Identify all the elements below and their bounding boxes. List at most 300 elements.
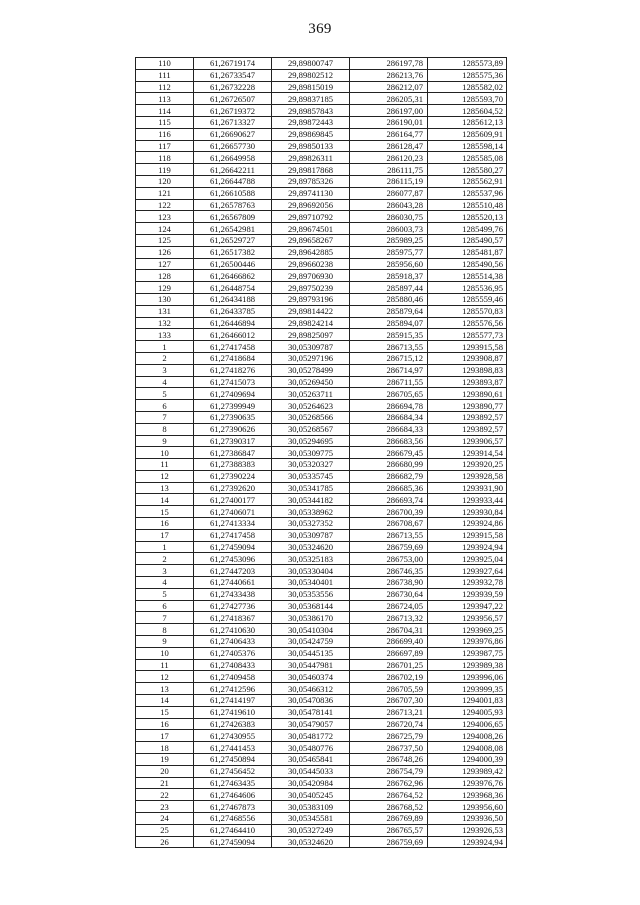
y-coordinate-cell: 1285575,36 <box>428 69 507 81</box>
point-number-cell: 5 <box>136 588 194 600</box>
x-coordinate-cell: 286213,76 <box>350 69 428 81</box>
latitude-cell: 61,27468556 <box>194 813 272 825</box>
y-coordinate-cell: 1293987,75 <box>428 647 507 659</box>
x-coordinate-cell: 286759,69 <box>350 541 428 553</box>
table-row <box>136 600 507 612</box>
longitude-cell: 30,05325183 <box>272 553 350 565</box>
table-row <box>136 789 507 801</box>
latitude-cell: 61,27440661 <box>194 577 272 589</box>
y-coordinate-cell: 1285580,27 <box>428 164 507 176</box>
latitude-cell: 61,26644788 <box>194 175 272 187</box>
table-row <box>136 824 507 836</box>
x-coordinate-cell: 285956,60 <box>350 258 428 270</box>
table-row <box>136 636 507 648</box>
table-row <box>136 718 507 730</box>
table-row <box>136 400 507 412</box>
x-coordinate-cell: 286120,23 <box>350 152 428 164</box>
y-coordinate-cell: 1293924,94 <box>428 541 507 553</box>
table-row <box>136 93 507 105</box>
table-row <box>136 58 507 70</box>
table-row <box>136 411 507 423</box>
latitude-cell: 61,27430955 <box>194 730 272 742</box>
x-coordinate-cell: 286030,75 <box>350 211 428 223</box>
table-row <box>136 187 507 199</box>
point-number-cell: 14 <box>136 494 194 506</box>
longitude-cell: 30,05386170 <box>272 612 350 624</box>
longitude-cell: 30,05268566 <box>272 411 350 423</box>
y-coordinate-cell: 1293947,22 <box>428 600 507 612</box>
y-coordinate-cell: 1285593,70 <box>428 93 507 105</box>
point-number-cell: 123 <box>136 211 194 223</box>
y-coordinate-cell: 1293915,58 <box>428 341 507 353</box>
x-coordinate-cell: 286754,79 <box>350 765 428 777</box>
latitude-cell: 61,27405376 <box>194 647 272 659</box>
y-coordinate-cell: 1293956,60 <box>428 801 507 813</box>
latitude-cell: 61,27418684 <box>194 352 272 364</box>
y-coordinate-cell: 1285577,73 <box>428 329 507 341</box>
x-coordinate-cell: 286768,52 <box>350 801 428 813</box>
longitude-cell: 29,89658267 <box>272 234 350 246</box>
point-number-cell: 18 <box>136 742 194 754</box>
x-coordinate-cell: 286765,57 <box>350 824 428 836</box>
x-coordinate-cell: 286680,99 <box>350 459 428 471</box>
latitude-cell: 61,26500446 <box>194 258 272 270</box>
point-number-cell: 17 <box>136 730 194 742</box>
longitude-cell: 29,89815019 <box>272 81 350 93</box>
x-coordinate-cell: 286713,32 <box>350 612 428 624</box>
table-row <box>136 293 507 305</box>
x-coordinate-cell: 286738,90 <box>350 577 428 589</box>
latitude-cell: 61,27410630 <box>194 624 272 636</box>
latitude-cell: 61,27426383 <box>194 718 272 730</box>
point-number-cell: 3 <box>136 565 194 577</box>
y-coordinate-cell: 1294005,93 <box>428 706 507 718</box>
longitude-cell: 29,89793196 <box>272 293 350 305</box>
table-row <box>136 329 507 341</box>
x-coordinate-cell: 286707,30 <box>350 695 428 707</box>
table-row <box>136 659 507 671</box>
longitude-cell: 30,05338962 <box>272 506 350 518</box>
point-number-cell: 6 <box>136 600 194 612</box>
longitude-cell: 29,89660238 <box>272 258 350 270</box>
point-number-cell: 124 <box>136 223 194 235</box>
x-coordinate-cell: 286693,74 <box>350 494 428 506</box>
y-coordinate-cell: 1293908,87 <box>428 352 507 364</box>
x-coordinate-cell: 286679,45 <box>350 447 428 459</box>
longitude-cell: 29,89824214 <box>272 317 350 329</box>
y-coordinate-cell: 1293890,61 <box>428 388 507 400</box>
y-coordinate-cell: 1285536,95 <box>428 282 507 294</box>
longitude-cell: 30,05424759 <box>272 636 350 648</box>
table-row <box>136 223 507 235</box>
x-coordinate-cell: 286682,79 <box>350 470 428 482</box>
coordinates-table <box>135 57 507 848</box>
longitude-cell: 29,89872443 <box>272 116 350 128</box>
table-row <box>136 777 507 789</box>
x-coordinate-cell: 286759,69 <box>350 836 428 848</box>
table-row <box>136 624 507 636</box>
x-coordinate-cell: 286753,00 <box>350 553 428 565</box>
longitude-cell: 30,05340401 <box>272 577 350 589</box>
point-number-cell: 9 <box>136 435 194 447</box>
point-number-cell: 10 <box>136 647 194 659</box>
latitude-cell: 61,26713327 <box>194 116 272 128</box>
longitude-cell: 30,05297196 <box>272 352 350 364</box>
point-number-cell: 25 <box>136 824 194 836</box>
longitude-cell: 29,89826311 <box>272 152 350 164</box>
longitude-cell: 30,05327249 <box>272 824 350 836</box>
point-number-cell: 4 <box>136 376 194 388</box>
x-coordinate-cell: 286705,59 <box>350 683 428 695</box>
longitude-cell: 30,05420984 <box>272 777 350 789</box>
longitude-cell: 30,05327352 <box>272 518 350 530</box>
x-coordinate-cell: 286043,28 <box>350 199 428 211</box>
point-number-cell: 130 <box>136 293 194 305</box>
x-coordinate-cell: 285880,46 <box>350 293 428 305</box>
longitude-cell: 30,05278499 <box>272 364 350 376</box>
longitude-cell: 30,05466312 <box>272 683 350 695</box>
latitude-cell: 61,27459094 <box>194 836 272 848</box>
point-number-cell: 7 <box>136 411 194 423</box>
latitude-cell: 61,27447203 <box>194 565 272 577</box>
latitude-cell: 61,27467873 <box>194 801 272 813</box>
table-row <box>136 553 507 565</box>
x-coordinate-cell: 286111,75 <box>350 164 428 176</box>
latitude-cell: 61,26434188 <box>194 293 272 305</box>
latitude-cell: 61,27427736 <box>194 600 272 612</box>
point-number-cell: 26 <box>136 836 194 848</box>
point-number-cell: 118 <box>136 152 194 164</box>
x-coordinate-cell: 286708,67 <box>350 518 428 530</box>
point-number-cell: 112 <box>136 81 194 93</box>
longitude-cell: 29,89706930 <box>272 270 350 282</box>
table-row <box>136 801 507 813</box>
x-coordinate-cell: 285897,44 <box>350 282 428 294</box>
table-row <box>136 813 507 825</box>
x-coordinate-cell: 286725,79 <box>350 730 428 742</box>
latitude-cell: 61,26690627 <box>194 128 272 140</box>
latitude-cell: 61,27453096 <box>194 553 272 565</box>
y-coordinate-cell: 1285490,57 <box>428 234 507 246</box>
point-number-cell: 15 <box>136 706 194 718</box>
point-number-cell: 14 <box>136 695 194 707</box>
table-row <box>136 352 507 364</box>
point-number-cell: 133 <box>136 329 194 341</box>
x-coordinate-cell: 286720,74 <box>350 718 428 730</box>
latitude-cell: 61,27414197 <box>194 695 272 707</box>
point-number-cell: 111 <box>136 69 194 81</box>
x-coordinate-cell: 286694,78 <box>350 400 428 412</box>
longitude-cell: 29,89817868 <box>272 164 350 176</box>
x-coordinate-cell: 286730,64 <box>350 588 428 600</box>
table-row <box>136 152 507 164</box>
table-row <box>136 459 507 471</box>
longitude-cell: 30,05479057 <box>272 718 350 730</box>
latitude-cell: 61,27450894 <box>194 754 272 766</box>
x-coordinate-cell: 286190,01 <box>350 116 428 128</box>
longitude-cell: 30,05445135 <box>272 647 350 659</box>
x-coordinate-cell: 286704,31 <box>350 624 428 636</box>
y-coordinate-cell: 1293989,42 <box>428 765 507 777</box>
point-number-cell: 122 <box>136 199 194 211</box>
latitude-cell: 61,26466862 <box>194 270 272 282</box>
table-row <box>136 518 507 530</box>
latitude-cell: 61,27419610 <box>194 706 272 718</box>
longitude-cell: 30,05480776 <box>272 742 350 754</box>
latitude-cell: 61,26642211 <box>194 164 272 176</box>
x-coordinate-cell: 286684,33 <box>350 423 428 435</box>
y-coordinate-cell: 1285520,13 <box>428 211 507 223</box>
point-number-cell: 22 <box>136 789 194 801</box>
longitude-cell: 30,05330404 <box>272 565 350 577</box>
latitude-cell: 61,27390224 <box>194 470 272 482</box>
latitude-cell: 61,27413334 <box>194 518 272 530</box>
latitude-cell: 61,27390317 <box>194 435 272 447</box>
point-number-cell: 1 <box>136 541 194 553</box>
x-coordinate-cell: 286769,89 <box>350 813 428 825</box>
point-number-cell: 125 <box>136 234 194 246</box>
y-coordinate-cell: 1293893,87 <box>428 376 507 388</box>
latitude-cell: 61,27390635 <box>194 411 272 423</box>
latitude-cell: 61,27408433 <box>194 659 272 671</box>
x-coordinate-cell: 286077,87 <box>350 187 428 199</box>
y-coordinate-cell: 1293976,76 <box>428 777 507 789</box>
y-coordinate-cell: 1293999,35 <box>428 683 507 695</box>
latitude-cell: 61,26719372 <box>194 105 272 117</box>
latitude-cell: 61,27417458 <box>194 529 272 541</box>
x-coordinate-cell: 285879,64 <box>350 305 428 317</box>
y-coordinate-cell: 1293956,57 <box>428 612 507 624</box>
point-number-cell: 116 <box>136 128 194 140</box>
y-coordinate-cell: 1285537,96 <box>428 187 507 199</box>
point-number-cell: 19 <box>136 754 194 766</box>
x-coordinate-cell: 285918,37 <box>350 270 428 282</box>
longitude-cell: 29,89837185 <box>272 93 350 105</box>
y-coordinate-cell: 1294006,65 <box>428 718 507 730</box>
table-row <box>136 116 507 128</box>
y-coordinate-cell: 1293920,25 <box>428 459 507 471</box>
latitude-cell: 61,27441453 <box>194 742 272 754</box>
table-row <box>136 234 507 246</box>
table-row <box>136 364 507 376</box>
longitude-cell: 29,89692056 <box>272 199 350 211</box>
longitude-cell: 30,05335745 <box>272 470 350 482</box>
longitude-cell: 30,05470836 <box>272 695 350 707</box>
x-coordinate-cell: 286764,52 <box>350 789 428 801</box>
table-row <box>136 140 507 152</box>
y-coordinate-cell: 1293924,86 <box>428 518 507 530</box>
point-number-cell: 4 <box>136 577 194 589</box>
table-row <box>136 588 507 600</box>
latitude-cell: 61,27406071 <box>194 506 272 518</box>
table-row <box>136 506 507 518</box>
x-coordinate-cell: 286684,34 <box>350 411 428 423</box>
table-row <box>136 282 507 294</box>
longitude-cell: 30,05460374 <box>272 671 350 683</box>
y-coordinate-cell: 1293925,04 <box>428 553 507 565</box>
longitude-cell: 29,89750239 <box>272 282 350 294</box>
y-coordinate-cell: 1285576,56 <box>428 317 507 329</box>
longitude-cell: 30,05341785 <box>272 482 350 494</box>
x-coordinate-cell: 286713,55 <box>350 529 428 541</box>
table-row <box>136 565 507 577</box>
point-number-cell: 24 <box>136 813 194 825</box>
point-number-cell: 8 <box>136 423 194 435</box>
y-coordinate-cell: 1293969,25 <box>428 624 507 636</box>
x-coordinate-cell: 286715,12 <box>350 352 428 364</box>
y-coordinate-cell: 1293906,57 <box>428 435 507 447</box>
y-coordinate-cell: 1285609,91 <box>428 128 507 140</box>
longitude-cell: 29,89802512 <box>272 69 350 81</box>
point-number-cell: 23 <box>136 801 194 813</box>
point-number-cell: 10 <box>136 447 194 459</box>
y-coordinate-cell: 1285559,46 <box>428 293 507 305</box>
longitude-cell: 30,05294695 <box>272 435 350 447</box>
longitude-cell: 30,05309787 <box>272 529 350 541</box>
latitude-cell: 61,27415073 <box>194 376 272 388</box>
y-coordinate-cell: 1293898,83 <box>428 364 507 376</box>
y-coordinate-cell: 1294001,83 <box>428 695 507 707</box>
point-number-cell: 13 <box>136 683 194 695</box>
latitude-cell: 61,27464606 <box>194 789 272 801</box>
point-number-cell: 114 <box>136 105 194 117</box>
latitude-cell: 61,27388383 <box>194 459 272 471</box>
x-coordinate-cell: 286701,25 <box>350 659 428 671</box>
latitude-cell: 61,26733547 <box>194 69 272 81</box>
longitude-cell: 30,05447981 <box>272 659 350 671</box>
y-coordinate-cell: 1293996,06 <box>428 671 507 683</box>
longitude-cell: 29,89800747 <box>272 58 350 70</box>
table-row <box>136 164 507 176</box>
table-row <box>136 270 507 282</box>
latitude-cell: 61,26726507 <box>194 93 272 105</box>
table-row <box>136 765 507 777</box>
latitude-cell: 61,27406433 <box>194 636 272 648</box>
y-coordinate-cell: 1285490,56 <box>428 258 507 270</box>
point-number-cell: 12 <box>136 671 194 683</box>
longitude-cell: 30,05465841 <box>272 754 350 766</box>
point-number-cell: 20 <box>136 765 194 777</box>
table-row <box>136 671 507 683</box>
table-row <box>136 105 507 117</box>
x-coordinate-cell: 285989,25 <box>350 234 428 246</box>
point-number-cell: 120 <box>136 175 194 187</box>
table-row <box>136 529 507 541</box>
latitude-cell: 61,26657730 <box>194 140 272 152</box>
latitude-cell: 61,26448754 <box>194 282 272 294</box>
x-coordinate-cell: 286115,19 <box>350 175 428 187</box>
coordinates-table-body <box>136 58 507 848</box>
latitude-cell: 61,27409694 <box>194 388 272 400</box>
latitude-cell: 61,26732228 <box>194 81 272 93</box>
latitude-cell: 61,27399949 <box>194 400 272 412</box>
table-row <box>136 199 507 211</box>
longitude-cell: 29,89857843 <box>272 105 350 117</box>
latitude-cell: 61,26610588 <box>194 187 272 199</box>
longitude-cell: 30,05268567 <box>272 423 350 435</box>
point-number-cell: 126 <box>136 246 194 258</box>
longitude-cell: 30,05478141 <box>272 706 350 718</box>
x-coordinate-cell: 286700,39 <box>350 506 428 518</box>
longitude-cell: 29,89869845 <box>272 128 350 140</box>
table-row <box>136 482 507 494</box>
page-number: 369 <box>308 21 332 37</box>
latitude-cell: 61,26719174 <box>194 58 272 70</box>
x-coordinate-cell: 286697,89 <box>350 647 428 659</box>
y-coordinate-cell: 1293924,94 <box>428 836 507 848</box>
longitude-cell: 29,89710792 <box>272 211 350 223</box>
latitude-cell: 61,27464410 <box>194 824 272 836</box>
latitude-cell: 61,26529727 <box>194 234 272 246</box>
latitude-cell: 61,27390626 <box>194 423 272 435</box>
longitude-cell: 30,05368144 <box>272 600 350 612</box>
longitude-cell: 30,05383109 <box>272 801 350 813</box>
x-coordinate-cell: 286724,05 <box>350 600 428 612</box>
y-coordinate-cell: 1285562,91 <box>428 175 507 187</box>
latitude-cell: 61,26466012 <box>194 329 272 341</box>
longitude-cell: 30,05309787 <box>272 341 350 353</box>
table-row <box>136 435 507 447</box>
table-row <box>136 647 507 659</box>
y-coordinate-cell: 1293892,57 <box>428 423 507 435</box>
table-row <box>136 695 507 707</box>
table-row <box>136 577 507 589</box>
x-coordinate-cell: 286711,55 <box>350 376 428 388</box>
point-number-cell: 121 <box>136 187 194 199</box>
point-number-cell: 129 <box>136 282 194 294</box>
longitude-cell: 29,89814422 <box>272 305 350 317</box>
y-coordinate-cell: 1293931,90 <box>428 482 507 494</box>
table-row <box>136 470 507 482</box>
longitude-cell: 30,05320327 <box>272 459 350 471</box>
table-row <box>136 388 507 400</box>
table-row <box>136 742 507 754</box>
table-row <box>136 683 507 695</box>
x-coordinate-cell: 286713,21 <box>350 706 428 718</box>
latitude-cell: 61,27456452 <box>194 765 272 777</box>
longitude-cell: 30,05344182 <box>272 494 350 506</box>
y-coordinate-cell: 1293915,58 <box>428 529 507 541</box>
point-number-cell: 21 <box>136 777 194 789</box>
table-row <box>136 211 507 223</box>
table-row <box>136 494 507 506</box>
x-coordinate-cell: 286714,97 <box>350 364 428 376</box>
point-number-cell: 7 <box>136 612 194 624</box>
longitude-cell: 30,05410304 <box>272 624 350 636</box>
table-row <box>136 81 507 93</box>
y-coordinate-cell: 1293914,54 <box>428 447 507 459</box>
point-number-cell: 8 <box>136 624 194 636</box>
x-coordinate-cell: 286737,50 <box>350 742 428 754</box>
latitude-cell: 61,26433785 <box>194 305 272 317</box>
y-coordinate-cell: 1285582,02 <box>428 81 507 93</box>
table-row <box>136 541 507 553</box>
y-coordinate-cell: 1293933,44 <box>428 494 507 506</box>
y-coordinate-cell: 1293932,78 <box>428 577 507 589</box>
longitude-cell: 30,05324620 <box>272 541 350 553</box>
x-coordinate-cell: 285915,35 <box>350 329 428 341</box>
x-coordinate-cell: 286713,55 <box>350 341 428 353</box>
y-coordinate-cell: 1293928,58 <box>428 470 507 482</box>
point-number-cell: 9 <box>136 636 194 648</box>
point-number-cell: 2 <box>136 352 194 364</box>
x-coordinate-cell: 286685,36 <box>350 482 428 494</box>
longitude-cell: 30,05481772 <box>272 730 350 742</box>
longitude-cell: 29,89785326 <box>272 175 350 187</box>
y-coordinate-cell: 1285612,13 <box>428 116 507 128</box>
x-coordinate-cell: 286205,31 <box>350 93 428 105</box>
latitude-cell: 61,27433438 <box>194 588 272 600</box>
